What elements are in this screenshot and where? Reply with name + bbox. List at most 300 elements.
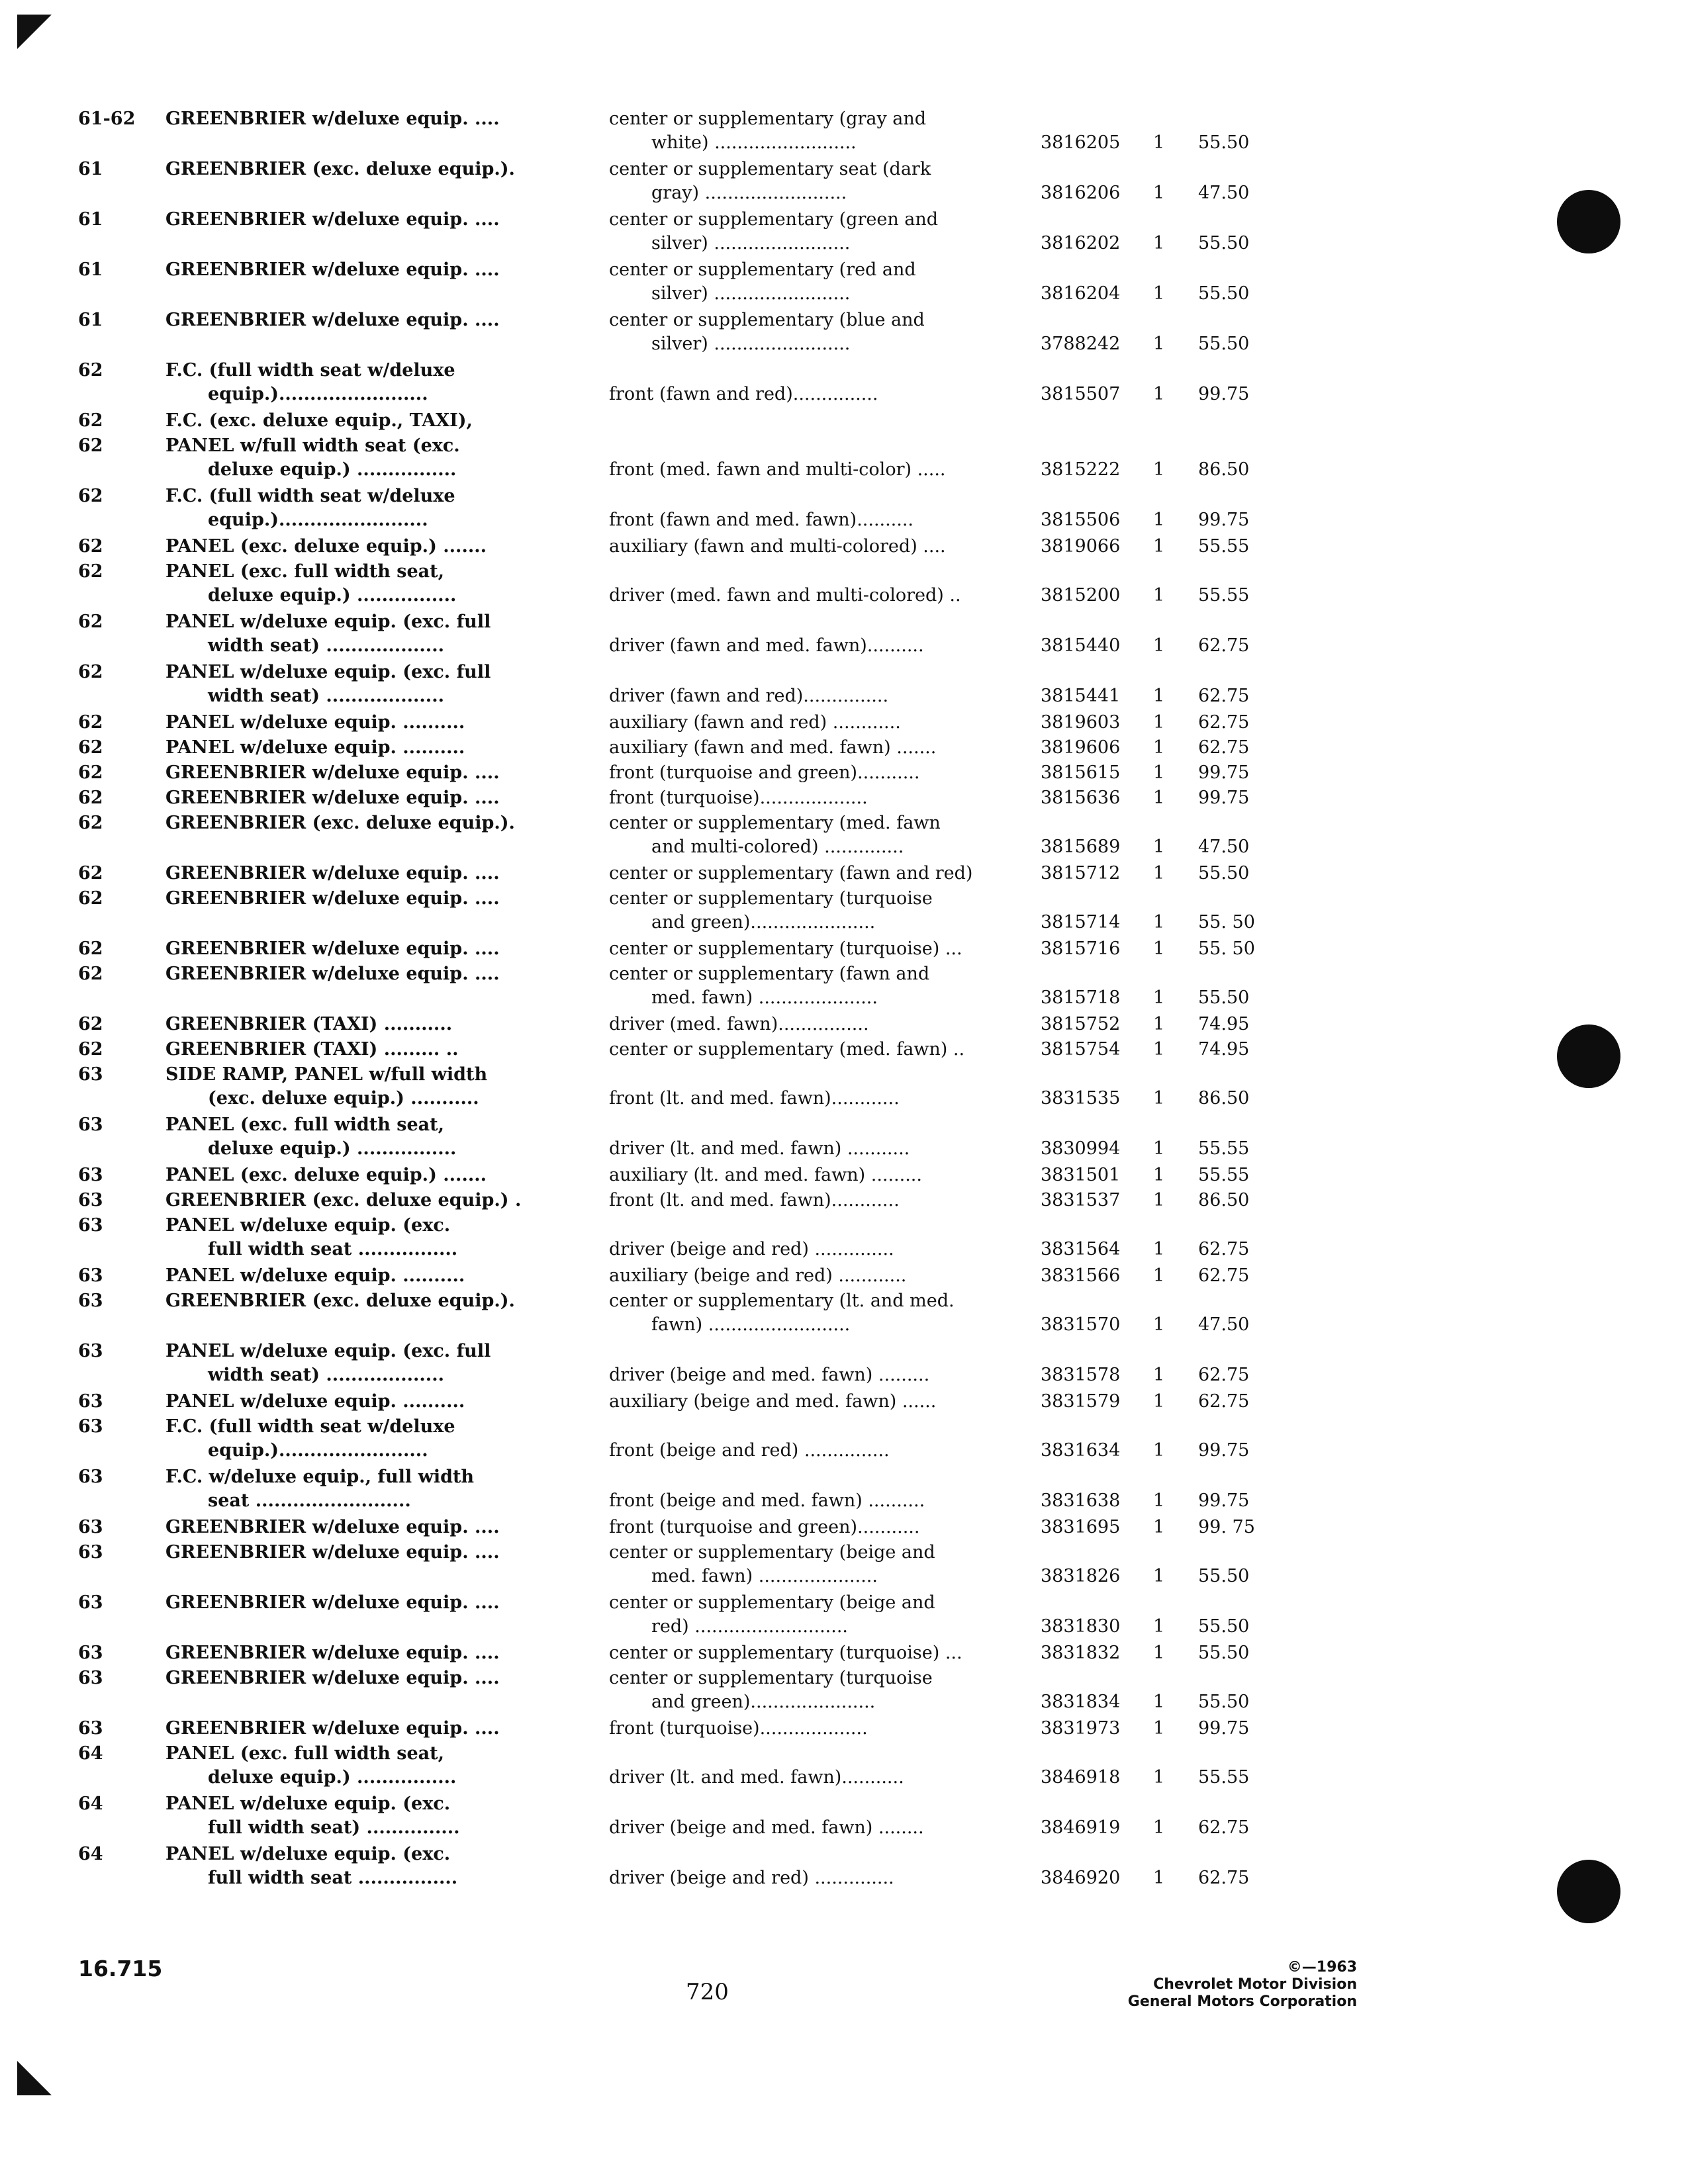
model-description — [165, 1516, 556, 1539]
part-number: 3816204 — [1041, 283, 1121, 304]
model-line: GREENBRIER (exc. deluxe equip.). — [165, 159, 515, 179]
table-row — [0, 660, 1688, 711]
model-line: GREENBRIER w/deluxe equip. .... — [165, 788, 500, 808]
seat-description — [609, 1465, 1033, 1513]
model-description — [165, 610, 556, 658]
description-line: driver (beige and med. fawn) ........ — [609, 1817, 924, 1838]
model-line: SIDE RAMP, PANEL w/full width — [165, 1064, 488, 1085]
description-line — [609, 660, 1033, 684]
seat-description — [609, 1264, 1033, 1288]
table-row — [0, 359, 1688, 409]
table-row — [0, 158, 1688, 208]
model-line: equip.)........................ — [208, 1440, 428, 1461]
quantity: 1 — [1153, 712, 1165, 733]
model-line: PANEL w/deluxe equip. (exc. — [165, 1794, 451, 1814]
quantity: 1 — [1153, 1365, 1165, 1385]
model-line: GREENBRIER w/deluxe equip. .... — [165, 863, 500, 884]
quantity: 1 — [1153, 1517, 1165, 1537]
part-number: 3831830 — [1041, 1616, 1121, 1637]
quantity: 1 — [1153, 1314, 1165, 1335]
description-line: and green)...................... — [651, 912, 876, 933]
part-number: 3815714 — [1041, 912, 1121, 933]
part-number: 3819606 — [1041, 737, 1121, 758]
quantity: 1 — [1153, 1616, 1165, 1637]
description-line — [609, 1340, 1033, 1363]
description-line: center or supplementary (turquoise) ... — [609, 938, 962, 959]
seat-description — [609, 1591, 1033, 1639]
part-number: 3846919 — [1041, 1817, 1121, 1838]
model-line: F.C. (exc. deluxe equip., TAXI), — [165, 410, 473, 431]
model-year: 63 — [78, 1190, 103, 1210]
model-year: 64 — [78, 1844, 103, 1864]
model-year: 63 — [78, 1265, 103, 1286]
description-line: front (turquoise)................... — [609, 788, 868, 808]
model-line: PANEL w/deluxe equip. .......... — [165, 712, 465, 733]
price: 62.75 — [1198, 1868, 1250, 1888]
model-description — [165, 1541, 556, 1565]
seat-description — [609, 535, 1033, 559]
quantity: 1 — [1153, 1566, 1165, 1586]
table-row — [0, 258, 1688, 308]
model-line: GREENBRIER w/deluxe equip. .... — [165, 1517, 500, 1537]
quantity: 1 — [1153, 585, 1165, 606]
model-line: equip.)........................ — [208, 510, 428, 530]
model-line: PANEL w/deluxe equip. (exc. full — [165, 662, 491, 682]
quantity: 1 — [1153, 1692, 1165, 1712]
price: 62.75 — [1198, 1365, 1250, 1385]
table-row — [0, 1465, 1688, 1516]
model-line: PANEL (exc. full width seat, — [165, 561, 445, 582]
part-number: 3815507 — [1041, 384, 1121, 404]
model-line: GREENBRIER (exc. deluxe equip.). — [165, 1291, 515, 1311]
model-description — [165, 208, 556, 232]
quantity: 1 — [1153, 1490, 1165, 1511]
table-row — [0, 1340, 1688, 1390]
description-line: center or supplementary (med. fawn) .. — [609, 1039, 965, 1060]
part-number: 3831826 — [1041, 1566, 1121, 1586]
seat-description — [609, 862, 1033, 886]
model-line: GREENBRIER (TAXI) ........... — [165, 1014, 453, 1034]
description-line: driver (med. fawn and multi-colored) .. — [609, 585, 961, 606]
corporation-name: General Motors Corporation — [1127, 1993, 1357, 2010]
part-number: 3831570 — [1041, 1314, 1121, 1335]
part-number: 3815712 — [1041, 863, 1121, 884]
model-description — [165, 1189, 556, 1212]
table-row — [0, 1742, 1688, 1792]
model-line: GREENBRIER w/deluxe equip. .... — [165, 1668, 500, 1688]
model-year: 63 — [78, 1517, 103, 1537]
table-row — [0, 434, 1688, 484]
quantity: 1 — [1153, 1643, 1165, 1663]
description-line — [609, 409, 1033, 433]
model-description — [165, 887, 556, 911]
part-number: 3815440 — [1041, 635, 1121, 656]
description-line — [609, 1742, 1033, 1766]
quantity: 1 — [1153, 183, 1165, 203]
model-year: 61-62 — [78, 109, 136, 129]
part-number: 3846920 — [1041, 1868, 1121, 1888]
seat-description — [609, 1641, 1033, 1665]
part-number: 3831973 — [1041, 1718, 1121, 1739]
model-year: 63 — [78, 1165, 103, 1185]
model-year: 62 — [78, 536, 103, 557]
quantity: 1 — [1153, 334, 1165, 354]
description-line — [609, 1214, 1033, 1238]
part-number: 3816205 — [1041, 132, 1121, 153]
description-line: front (turquoise and green)........... — [609, 1517, 920, 1537]
model-line: F.C. w/deluxe equip., full width — [165, 1467, 475, 1487]
price: 55.50 — [1198, 283, 1250, 304]
description-line: center or supplementary (red and — [609, 259, 916, 280]
model-line: PANEL (exc. full width seat, — [165, 1743, 445, 1764]
price: 55.50 — [1198, 987, 1250, 1008]
quantity: 1 — [1153, 1868, 1165, 1888]
model-year: 62 — [78, 435, 103, 456]
price: 99.75 — [1198, 510, 1250, 530]
table-row — [0, 1843, 1688, 1893]
model-line: PANEL w/deluxe equip. (exc. full — [165, 612, 491, 632]
description-line: silver) ........................ — [651, 283, 851, 304]
seat-description — [609, 1415, 1033, 1463]
price: 55.55 — [1198, 1165, 1250, 1185]
quantity: 1 — [1153, 1440, 1165, 1461]
part-number: 3815615 — [1041, 762, 1121, 783]
model-year: 62 — [78, 737, 103, 758]
description-line — [609, 1792, 1033, 1816]
quantity: 1 — [1153, 912, 1165, 933]
part-number: 3816202 — [1041, 233, 1121, 253]
model-line: GREENBRIER w/deluxe equip. .... — [165, 259, 500, 280]
table-row — [0, 1541, 1688, 1591]
seat-description — [609, 1163, 1033, 1187]
description-line: center or supplementary (fawn and — [609, 964, 930, 984]
quantity: 1 — [1153, 283, 1165, 304]
quantity: 1 — [1153, 1239, 1165, 1259]
description-line: driver (fawn and med. fawn).......... — [609, 635, 924, 656]
seat-description — [609, 1390, 1033, 1414]
table-row — [0, 308, 1688, 359]
model-description — [165, 761, 556, 785]
seat-description — [609, 811, 1033, 859]
description-line — [609, 434, 1033, 458]
price: 62.75 — [1198, 635, 1250, 656]
seat-description — [609, 434, 1033, 482]
part-number: 3846918 — [1041, 1767, 1121, 1788]
price: 55.55 — [1198, 1138, 1250, 1159]
seat-description — [609, 308, 1033, 356]
model-year: 62 — [78, 788, 103, 808]
description-line: auxiliary (beige and red) ............ — [609, 1265, 907, 1286]
quantity: 1 — [1153, 1014, 1165, 1034]
price: 62.75 — [1198, 737, 1250, 758]
model-description — [165, 1641, 556, 1665]
quantity: 1 — [1153, 1391, 1165, 1412]
model-line: GREENBRIER (TAXI) ......... .. — [165, 1039, 459, 1060]
model-line: (exc. deluxe equip.) ........... — [208, 1088, 479, 1109]
description-line: front (beige and med. fawn) .......... — [609, 1490, 925, 1511]
model-line: PANEL w/deluxe equip. .......... — [165, 1391, 465, 1412]
section-number: 16.715 — [78, 1956, 163, 1981]
model-description — [165, 1390, 556, 1414]
copyright-notice: ©—1963 — [1287, 1959, 1357, 1976]
description-line: center or supplementary (green and — [609, 209, 939, 230]
model-year: 63 — [78, 1391, 103, 1412]
description-line: auxiliary (beige and med. fawn) ...... — [609, 1391, 937, 1412]
price: 62.75 — [1198, 686, 1250, 706]
quantity: 1 — [1153, 1767, 1165, 1788]
seat-description — [609, 359, 1033, 406]
price: 55.55 — [1198, 585, 1250, 606]
model-year: 63 — [78, 1542, 103, 1563]
quantity: 1 — [1153, 1039, 1165, 1060]
price: 55.50 — [1198, 1643, 1250, 1663]
model-line: PANEL (exc. deluxe equip.) ....... — [165, 1165, 487, 1185]
model-line: GREENBRIER w/deluxe equip. .... — [165, 1542, 500, 1563]
price: 86.50 — [1198, 459, 1250, 480]
division-name: Chevrolet Motor Division — [1153, 1976, 1357, 1993]
quantity: 1 — [1153, 1817, 1165, 1838]
description-line: center or supplementary (med. fawn — [609, 813, 941, 833]
seat-description — [609, 887, 1033, 934]
price: 74.95 — [1198, 1039, 1250, 1060]
price: 86.50 — [1198, 1088, 1250, 1109]
model-description — [165, 711, 556, 735]
description-line: driver (lt. and med. fawn)........... — [609, 1767, 904, 1788]
quantity: 1 — [1153, 1088, 1165, 1109]
price: 99.75 — [1198, 1440, 1250, 1461]
seat-description — [609, 560, 1033, 608]
price: 47.50 — [1198, 1314, 1250, 1335]
model-line: width seat) ................... — [208, 686, 444, 706]
model-line: equip.)........................ — [208, 384, 428, 404]
table-row — [0, 484, 1688, 535]
model-description — [165, 660, 556, 708]
price: 55.55 — [1198, 1767, 1250, 1788]
model-year: 62 — [78, 813, 103, 833]
part-number: 3815754 — [1041, 1039, 1121, 1060]
model-year: 62 — [78, 964, 103, 984]
part-number: 3831834 — [1041, 1692, 1121, 1712]
model-line: GREENBRIER (exc. deluxe equip.) . — [165, 1190, 522, 1210]
model-description — [165, 1340, 556, 1387]
model-year: 62 — [78, 1014, 103, 1034]
model-description — [165, 736, 556, 760]
table-row — [0, 1666, 1688, 1717]
model-description — [165, 308, 556, 332]
description-line: driver (beige and red) .............. — [609, 1239, 894, 1259]
description-line: driver (med. fawn)................ — [609, 1014, 869, 1034]
part-number: 3831566 — [1041, 1265, 1121, 1286]
model-description — [165, 862, 556, 886]
price: 55.50 — [1198, 132, 1250, 153]
description-line: front (turquoise)................... — [609, 1718, 868, 1739]
seat-description — [609, 761, 1033, 785]
quantity: 1 — [1153, 1165, 1165, 1185]
quantity: 1 — [1153, 762, 1165, 783]
part-number: 3831695 — [1041, 1517, 1121, 1537]
part-number: 3831638 — [1041, 1490, 1121, 1511]
model-year: 63 — [78, 1416, 103, 1437]
seat-description — [609, 962, 1033, 1010]
price: 99.75 — [1198, 1718, 1250, 1739]
seat-description — [609, 1792, 1033, 1840]
model-line: F.C. (full width seat w/deluxe — [165, 1416, 455, 1437]
model-line: GREENBRIER w/deluxe equip. .... — [165, 209, 500, 230]
description-line: auxiliary (fawn and multi-colored) .... — [609, 536, 946, 557]
description-line: center or supplementary (turquoise) ... — [609, 1643, 962, 1663]
model-year: 63 — [78, 1215, 103, 1236]
description-line: silver) ........................ — [651, 233, 851, 253]
seat-description — [609, 107, 1033, 155]
quantity: 1 — [1153, 737, 1165, 758]
part-number: 3830994 — [1041, 1138, 1121, 1159]
model-line: PANEL (exc. full width seat, — [165, 1115, 445, 1135]
seat-description — [609, 409, 1033, 433]
quantity: 1 — [1153, 1265, 1165, 1286]
table-row — [0, 107, 1688, 158]
table-row — [0, 208, 1688, 258]
description-line: center or supplementary (beige and — [609, 1592, 935, 1613]
table-row — [0, 1214, 1688, 1264]
model-description — [165, 962, 556, 986]
page-number: 720 — [686, 1979, 729, 2005]
description-line: center or supplementary (blue and — [609, 310, 925, 330]
model-description — [165, 535, 556, 559]
seat-description — [609, 660, 1033, 708]
model-line: full width seat) ............... — [208, 1817, 460, 1838]
seat-description — [609, 258, 1033, 306]
model-line: deluxe equip.) ................ — [208, 1767, 457, 1788]
price: 74.95 — [1198, 1014, 1250, 1034]
description-line: center or supplementary seat (dark — [609, 159, 931, 179]
seat-description — [609, 937, 1033, 961]
model-line: GREENBRIER w/deluxe equip. .... — [165, 1592, 500, 1613]
model-description — [165, 786, 556, 810]
model-description — [165, 158, 556, 181]
model-line: PANEL w/deluxe equip. (exc. full — [165, 1341, 491, 1361]
model-description — [165, 359, 556, 406]
model-line: PANEL w/full width seat (exc. — [165, 435, 460, 456]
part-number: 3815752 — [1041, 1014, 1121, 1034]
part-number: 3816206 — [1041, 183, 1121, 203]
table-row — [0, 1289, 1688, 1340]
model-year: 63 — [78, 1668, 103, 1688]
model-year: 62 — [78, 360, 103, 381]
part-number: 3831564 — [1041, 1239, 1121, 1259]
model-year: 62 — [78, 612, 103, 632]
seat-description — [609, 1340, 1033, 1387]
seat-description — [609, 1063, 1033, 1111]
model-line: PANEL (exc. deluxe equip.) ....... — [165, 536, 487, 557]
part-number: 3831579 — [1041, 1391, 1121, 1412]
description-line: fawn) ......................... — [651, 1314, 851, 1335]
model-description — [165, 1465, 556, 1513]
model-line: GREENBRIER (exc. deluxe equip.). — [165, 813, 515, 833]
description-line: auxiliary (fawn and red) ............ — [609, 712, 901, 733]
model-year: 62 — [78, 938, 103, 959]
price: 62.75 — [1198, 1265, 1250, 1286]
price: 62.75 — [1198, 1239, 1250, 1259]
description-line: red) ........................... — [651, 1616, 849, 1637]
quantity: 1 — [1153, 788, 1165, 808]
model-line: GREENBRIER w/deluxe equip. .... — [165, 964, 500, 984]
model-description — [165, 1063, 556, 1111]
model-line: full width seat ................ — [208, 1239, 458, 1259]
model-year: 61 — [78, 159, 103, 179]
part-number: 3815636 — [1041, 788, 1121, 808]
price: 62.75 — [1198, 1391, 1250, 1412]
model-year: 63 — [78, 1291, 103, 1311]
part-number: 3815716 — [1041, 938, 1121, 959]
seat-description — [609, 610, 1033, 658]
part-number: 3815200 — [1041, 585, 1121, 606]
model-description — [165, 1591, 556, 1615]
description-line — [609, 1843, 1033, 1866]
part-number: 3831634 — [1041, 1440, 1121, 1461]
model-line: GREENBRIER w/deluxe equip. .... — [165, 1718, 500, 1739]
model-description — [165, 484, 556, 532]
description-line: gray) ......................... — [651, 183, 847, 203]
model-description — [165, 811, 556, 835]
model-description — [165, 1792, 556, 1840]
model-description — [165, 1013, 556, 1036]
price: 86.50 — [1198, 1190, 1250, 1210]
price: 99.75 — [1198, 1490, 1250, 1511]
description-line: front (lt. and med. fawn)............ — [609, 1088, 900, 1109]
table-row — [0, 811, 1688, 862]
table-row — [0, 1063, 1688, 1113]
price: 62.75 — [1198, 1817, 1250, 1838]
model-year: 62 — [78, 863, 103, 884]
model-description — [165, 1415, 556, 1463]
model-description — [165, 107, 556, 131]
description-line: driver (beige and red) .............. — [609, 1868, 894, 1888]
quantity: 1 — [1153, 384, 1165, 404]
table-row — [0, 962, 1688, 1013]
quantity: 1 — [1153, 1138, 1165, 1159]
seat-description — [609, 1742, 1033, 1790]
model-line: width seat) ................... — [208, 1365, 444, 1385]
model-year: 63 — [78, 1064, 103, 1085]
model-description — [165, 434, 556, 482]
model-line: deluxe equip.) ................ — [208, 459, 457, 480]
model-line: deluxe equip.) ................ — [208, 1138, 457, 1159]
quantity: 1 — [1153, 459, 1165, 480]
description-line: center or supplementary (fawn and red) — [609, 863, 973, 884]
description-line — [609, 1063, 1033, 1087]
model-line: PANEL w/deluxe equip. (exc. — [165, 1215, 451, 1236]
part-number: 3819066 — [1041, 536, 1121, 557]
quantity: 1 — [1153, 987, 1165, 1008]
description-line — [609, 610, 1033, 634]
seat-description — [609, 1113, 1033, 1161]
model-year: 63 — [78, 1592, 103, 1613]
description-line — [609, 1415, 1033, 1439]
model-description — [165, 1843, 556, 1890]
quantity: 1 — [1153, 233, 1165, 253]
model-year: 62 — [78, 888, 103, 909]
model-description — [165, 409, 556, 433]
quantity: 1 — [1153, 132, 1165, 153]
price: 55. 50 — [1198, 938, 1255, 959]
model-description — [165, 1264, 556, 1288]
seat-description — [609, 1013, 1033, 1036]
description-line: front (fawn and med. fawn).......... — [609, 510, 914, 530]
price: 55.50 — [1198, 863, 1250, 884]
seat-description — [609, 1666, 1033, 1714]
price: 55.50 — [1198, 334, 1250, 354]
seat-description — [609, 208, 1033, 255]
